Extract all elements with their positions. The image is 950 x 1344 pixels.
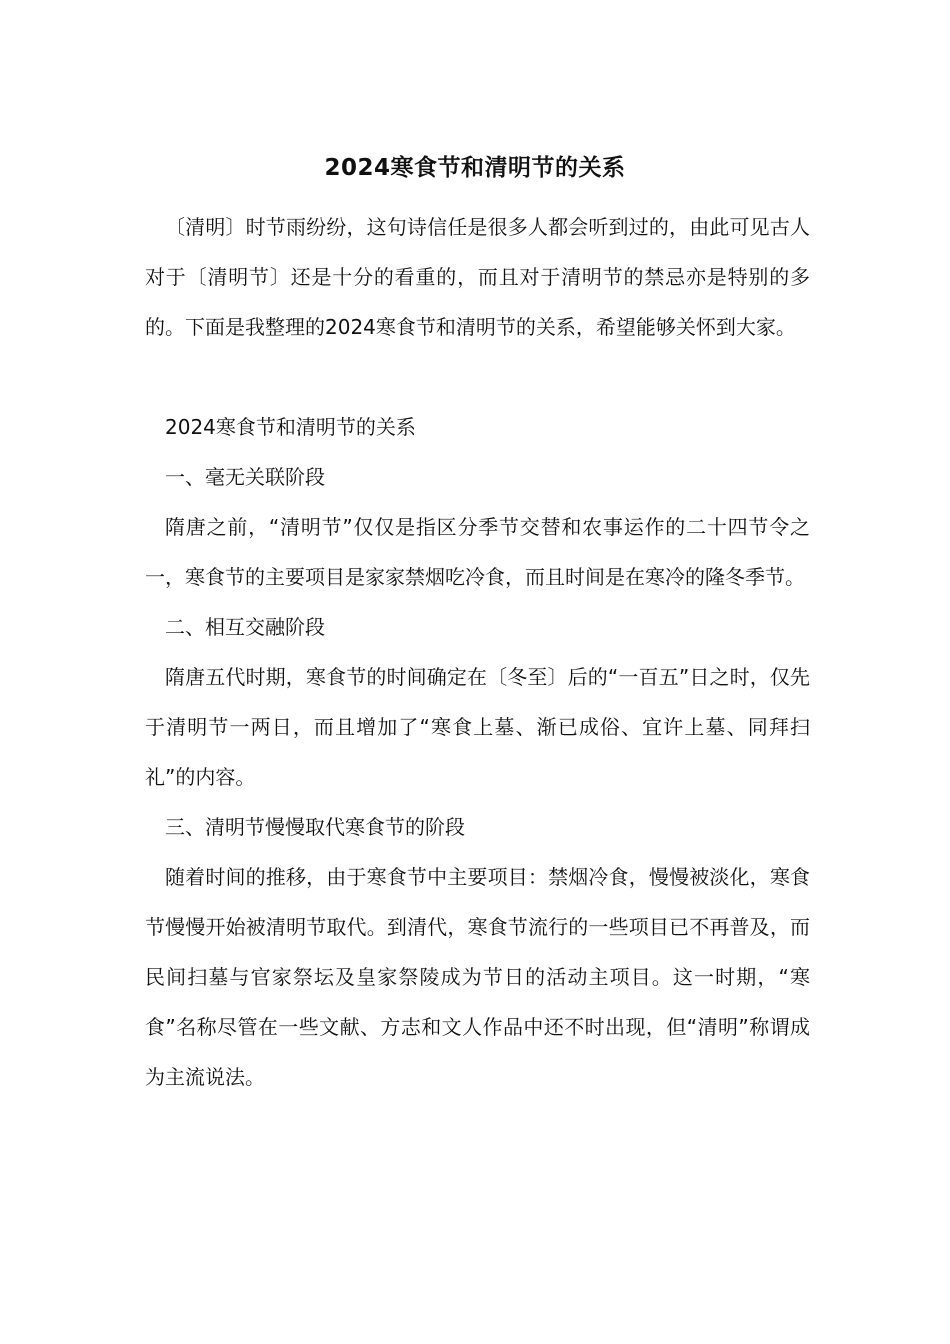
document-body bbox=[145, 202, 810, 1102]
stage1-paragraph: 隋唐之前，“清明节”仅仅是指区分季节交替和农事运作的二十四节令之一，寒食节的主要项目是家家禁烟吃冷食，而且时间是在寒冷的隆冬季节。 bbox=[145, 515, 810, 589]
intro-paragraph: 〔清明〕时节雨纷纷，这句诗信任是很多人都会听到过的，由此可见古人对于〔清明节〕还是十分的看重的，而且对于清明节的禁忌亦是特别的多的。下面是我整理的2024寒食节和清明节的关系，希望能够关怀到大家。 bbox=[145, 215, 810, 339]
section-title: 2024寒食节和清明节的关系 bbox=[165, 415, 416, 439]
document-title: 2024寒食节和清明节的关系 bbox=[324, 155, 626, 181]
stage1-heading: 一、毫无关联阶段 bbox=[165, 465, 325, 489]
stage2-heading: 二、相互交融阶段 bbox=[165, 615, 325, 639]
stage3-paragraph: 随着时间的推移，由于寒食节中主要项目：禁烟冷食，慢慢被淡化，寒食节慢慢开始被清明节取代。到清代，寒食节流行的一些项目已不再普及，而民间扫墓与官家祭坛及皇家祭陵成为节日的活动主项目。这一时期，“寒食”名称尽管在一些文献、方志和文人作品中还不时出现，但“清明”称谓成为主流说法。 bbox=[145, 865, 810, 1089]
stage2-paragraph: 隋唐五代时期，寒食节的时间确定在〔冬至〕后的“一百五”日之时，仅先于清明节一两日，而且增加了“寒食上墓、渐已成俗、宜许上墓、同拜扫礼”的内容。 bbox=[145, 665, 810, 789]
stage3-heading: 三、清明节慢慢取代寒食节的阶段 bbox=[165, 815, 465, 839]
spacer bbox=[145, 352, 810, 402]
